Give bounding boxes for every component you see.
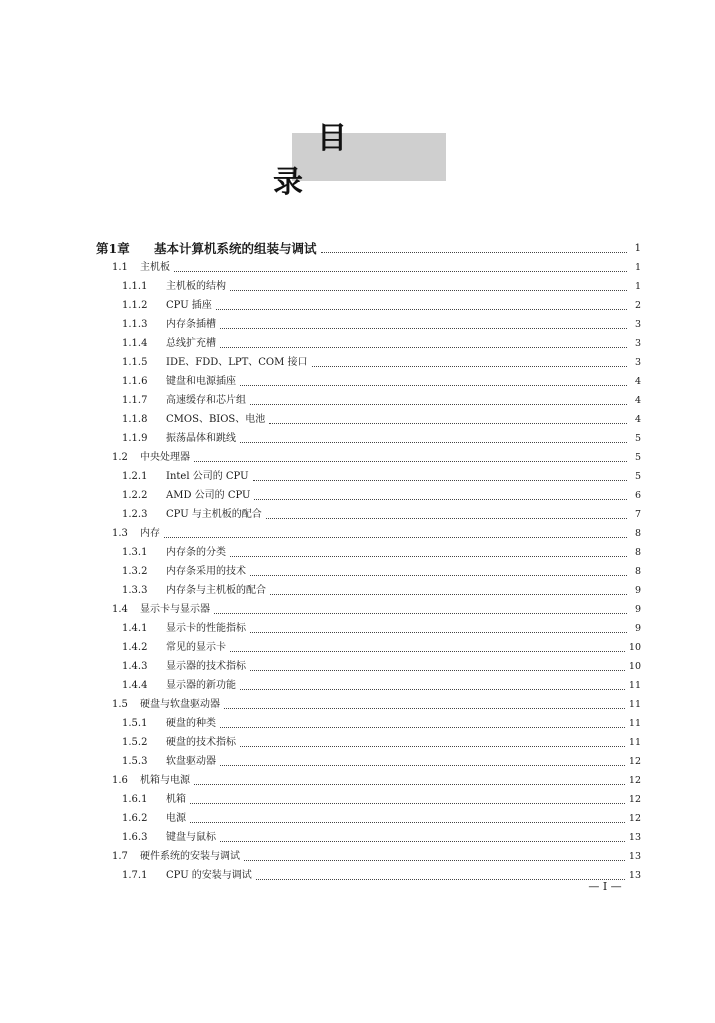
toc-entry[interactable] xyxy=(96,825,641,844)
toc-entry-number: 1.3.2 xyxy=(122,566,148,577)
toc-entry-title: 常见的显示卡 xyxy=(166,642,226,653)
toc-entry-title: CPU 的安装与调试 xyxy=(166,870,252,881)
toc-entry-title: 总线扩充槽 xyxy=(166,338,216,349)
toc-entry-number: 1.2.1 xyxy=(122,471,148,482)
dot-leader xyxy=(164,537,627,538)
toc-entry-number: 1.7 xyxy=(112,851,128,862)
toc-entry-number: 1.1.1 xyxy=(122,281,148,292)
toc-entry-title: 主机板 xyxy=(140,262,170,273)
toc-entry-title: 显示卡的性能指标 xyxy=(166,623,246,634)
dot-leader xyxy=(270,594,627,595)
dot-leader xyxy=(190,803,625,804)
toc-entry-page: 9 xyxy=(634,604,641,615)
toc-entry-page: 2 xyxy=(634,300,641,311)
toc-entry[interactable] xyxy=(96,426,641,445)
toc-entry-title: 硬盘与软盘驱动器 xyxy=(140,699,220,710)
toc-entry[interactable] xyxy=(96,711,641,730)
toc-entry-page: 8 xyxy=(634,528,641,539)
toc-entry-number: 1.1.8 xyxy=(122,414,148,425)
toc-entry[interactable] xyxy=(96,844,641,863)
toc-entry-title: 硬件系统的安装与调试 xyxy=(140,851,240,862)
toc-entry[interactable] xyxy=(96,692,641,711)
toc-entry-page: 3 xyxy=(634,338,641,349)
toc-entry-title: 基本计算机系统的组装与调试 xyxy=(154,241,317,256)
dot-leader xyxy=(220,841,625,842)
toc-entry-title: 显示卡与显示器 xyxy=(140,604,210,615)
toc-entry-number: 1.1.2 xyxy=(122,300,148,311)
toc-entry[interactable] xyxy=(96,787,641,806)
toc-entry-page: 5 xyxy=(634,471,641,482)
toc-entry-title: 内存条采用的技术 xyxy=(166,566,246,577)
dot-leader xyxy=(266,518,627,519)
dot-leader xyxy=(250,404,627,405)
toc-entry[interactable] xyxy=(96,749,641,768)
toc-entry-title: 内存 xyxy=(140,528,160,539)
toc-entry-title: 内存条插槽 xyxy=(166,319,216,330)
toc-entry[interactable] xyxy=(96,255,641,274)
toc-entry-title: 键盘与鼠标 xyxy=(166,832,216,843)
toc-entry-title: AMD 公司的 CPU xyxy=(166,490,251,501)
dot-leader xyxy=(220,765,625,766)
dot-leader xyxy=(240,689,625,690)
dot-leader xyxy=(216,309,627,310)
toc-entry-title: 中央处理器 xyxy=(140,452,190,463)
dot-leader xyxy=(230,556,627,557)
dot-leader xyxy=(240,746,625,747)
toc-entry-title: 机箱 xyxy=(166,794,186,805)
dot-leader xyxy=(321,252,627,253)
toc-entry-number: 1.5.3 xyxy=(122,756,148,767)
toc-entry-page: 6 xyxy=(634,490,641,501)
toc-entry-title: IDE、FDD、LPT、COM 接口 xyxy=(166,357,308,368)
toc-entry-page: 11 xyxy=(628,680,641,691)
toc-entry[interactable] xyxy=(96,407,641,426)
toc-entry[interactable] xyxy=(96,483,641,502)
dot-leader xyxy=(230,290,627,291)
toc-entry-title: 振荡晶体和跳线 xyxy=(166,433,236,444)
toc-entry[interactable] xyxy=(96,654,641,673)
toc-entry-page: 13 xyxy=(628,870,641,881)
toc-entry-page: 12 xyxy=(628,775,641,786)
toc-entry-page: 13 xyxy=(628,832,641,843)
dot-leader xyxy=(194,784,625,785)
dot-leader xyxy=(254,499,627,500)
toc-entry-page: 10 xyxy=(628,661,641,672)
toc-entry-page: 8 xyxy=(634,547,641,558)
toc-entry-title: 键盘和电源插座 xyxy=(166,376,236,387)
toc-entry-number: 1.7.1 xyxy=(122,870,148,881)
toc-entry[interactable] xyxy=(96,540,641,559)
toc-entry-number: 1.2.2 xyxy=(122,490,148,501)
toc-entry-number: 1.1 xyxy=(112,262,128,273)
toc-entry-page: 3 xyxy=(634,357,641,368)
toc-entry-page: 12 xyxy=(628,794,641,805)
toc-entry[interactable] xyxy=(96,597,641,616)
toc-entry-number: 1.1.4 xyxy=(122,338,148,349)
toc-entry[interactable] xyxy=(96,730,641,749)
toc-entry-number: 1.4.4 xyxy=(122,680,148,691)
dot-leader xyxy=(190,822,625,823)
toc-entry[interactable] xyxy=(96,464,641,483)
toc-entry-number: 1.4.3 xyxy=(122,661,148,672)
dot-leader xyxy=(250,632,627,633)
toc-entry-number: 1.3 xyxy=(112,528,128,539)
toc-entry-number: 1.1.6 xyxy=(122,376,148,387)
toc-entry-number: 1.2 xyxy=(112,452,128,463)
toc-entry-page: 11 xyxy=(628,718,641,729)
toc-entry-title: 高速缓存和芯片组 xyxy=(166,395,246,406)
toc-entry-number: 1.3.3 xyxy=(122,585,148,596)
toc-entry[interactable] xyxy=(96,616,641,635)
dot-leader xyxy=(240,442,627,443)
toc-entry-number: 1.6.1 xyxy=(122,794,148,805)
toc-entry-number: 1.1.7 xyxy=(122,395,148,406)
toc-entry-title: 硬盘的技术指标 xyxy=(166,737,236,748)
toc-entry-title: CPU 与主机板的配合 xyxy=(166,509,262,520)
toc-entry-page: 8 xyxy=(634,566,641,577)
toc-entry-page: 3 xyxy=(634,319,641,330)
toc-entry-number: 1.5.2 xyxy=(122,737,148,748)
toc-entry-title: 主机板的结构 xyxy=(166,281,226,292)
dot-leader xyxy=(253,480,627,481)
toc-entry[interactable] xyxy=(96,635,641,654)
toc-entry-page: 5 xyxy=(634,452,641,463)
toc-entry-title: CPU 插座 xyxy=(166,300,212,311)
toc-entry[interactable] xyxy=(96,768,641,787)
toc-entry-number: 1.6.2 xyxy=(122,813,148,824)
dot-leader xyxy=(312,366,627,367)
dot-leader xyxy=(250,575,627,576)
dot-leader xyxy=(194,461,627,462)
toc-entry-page: 1 xyxy=(634,281,641,292)
toc-entry-page: 13 xyxy=(628,851,641,862)
toc-entry-number: 1.5 xyxy=(112,699,128,710)
toc-entry-page: 1 xyxy=(634,243,641,254)
toc-entry[interactable] xyxy=(96,369,641,388)
toc-entry-number: 第1章 xyxy=(96,241,130,256)
dot-leader xyxy=(230,651,625,652)
toc-entry-page: 11 xyxy=(628,737,641,748)
toc-entry-title: 内存条与主机板的配合 xyxy=(166,585,266,596)
dot-leader xyxy=(244,860,625,861)
dot-leader xyxy=(214,613,627,614)
toc-entry[interactable] xyxy=(96,274,641,293)
toc-entry[interactable] xyxy=(96,673,641,692)
toc-entry-page: 12 xyxy=(628,756,641,767)
toc-entry-number: 1.1.5 xyxy=(122,357,148,368)
toc-entry-page: 10 xyxy=(628,642,641,653)
table-of-contents xyxy=(96,233,641,882)
toc-entry-page: 4 xyxy=(634,395,641,406)
toc-entry-number: 1.4 xyxy=(112,604,128,615)
toc-entry-title: 显示器的新功能 xyxy=(166,680,236,691)
toc-entry-page: 1 xyxy=(634,262,641,273)
toc-entry-number: 1.4.2 xyxy=(122,642,148,653)
toc-entry[interactable] xyxy=(96,312,641,331)
toc-entry-title: Intel 公司的 CPU xyxy=(166,471,249,482)
toc-entry-number: 1.6 xyxy=(112,775,128,786)
toc-entry-number: 1.2.3 xyxy=(122,509,148,520)
dot-leader xyxy=(224,708,625,709)
toc-entry[interactable] xyxy=(96,388,641,407)
toc-entry-title: 显示器的技术指标 xyxy=(166,661,246,672)
dot-leader xyxy=(220,347,627,348)
dot-leader xyxy=(220,328,627,329)
dot-leader xyxy=(240,385,627,386)
toc-entry[interactable] xyxy=(96,806,641,825)
toc-entry-page: 4 xyxy=(634,376,641,387)
toc-entry-title: 软盘驱动器 xyxy=(166,756,216,767)
toc-entry[interactable] xyxy=(96,293,641,312)
toc-entry[interactable] xyxy=(96,578,641,597)
toc-entry-number: 1.4.1 xyxy=(122,623,148,634)
toc-entry[interactable] xyxy=(96,502,641,521)
toc-entry[interactable] xyxy=(96,350,641,369)
toc-entry-page: 11 xyxy=(628,699,641,710)
dot-leader xyxy=(220,727,625,728)
toc-entry[interactable] xyxy=(96,445,641,464)
toc-entry-title: CMOS、BIOS、电池 xyxy=(166,414,266,425)
toc-entry-title: 内存条的分类 xyxy=(166,547,226,558)
toc-entry-page: 4 xyxy=(634,414,641,425)
toc-entry-number: 1.1.3 xyxy=(122,319,148,330)
toc-entry-number: 1.6.3 xyxy=(122,832,148,843)
page-number-footer: — I — xyxy=(588,880,622,893)
page-title: 目 录 xyxy=(273,121,465,200)
toc-entry[interactable] xyxy=(96,559,641,578)
dot-leader xyxy=(269,423,627,424)
toc-entry-number: 1.3.1 xyxy=(122,547,148,558)
toc-entry-title: 机箱与电源 xyxy=(140,775,190,786)
toc-entry-title: 硬盘的种类 xyxy=(166,718,216,729)
toc-entry-page: 12 xyxy=(628,813,641,824)
toc-entry-page: 7 xyxy=(634,509,641,520)
toc-entry-title: 电源 xyxy=(166,813,186,824)
toc-entry-number: 1.5.1 xyxy=(122,718,148,729)
toc-entry-number: 1.1.9 xyxy=(122,433,148,444)
toc-entry[interactable] xyxy=(96,233,641,255)
dot-leader xyxy=(250,670,625,671)
toc-entry-page: 9 xyxy=(634,623,641,634)
toc-entry-page: 9 xyxy=(634,585,641,596)
toc-entry[interactable] xyxy=(96,331,641,350)
dot-leader xyxy=(174,271,627,272)
toc-entry[interactable] xyxy=(96,521,641,540)
toc-entry-page: 5 xyxy=(634,433,641,444)
toc-entry[interactable] xyxy=(96,863,641,882)
